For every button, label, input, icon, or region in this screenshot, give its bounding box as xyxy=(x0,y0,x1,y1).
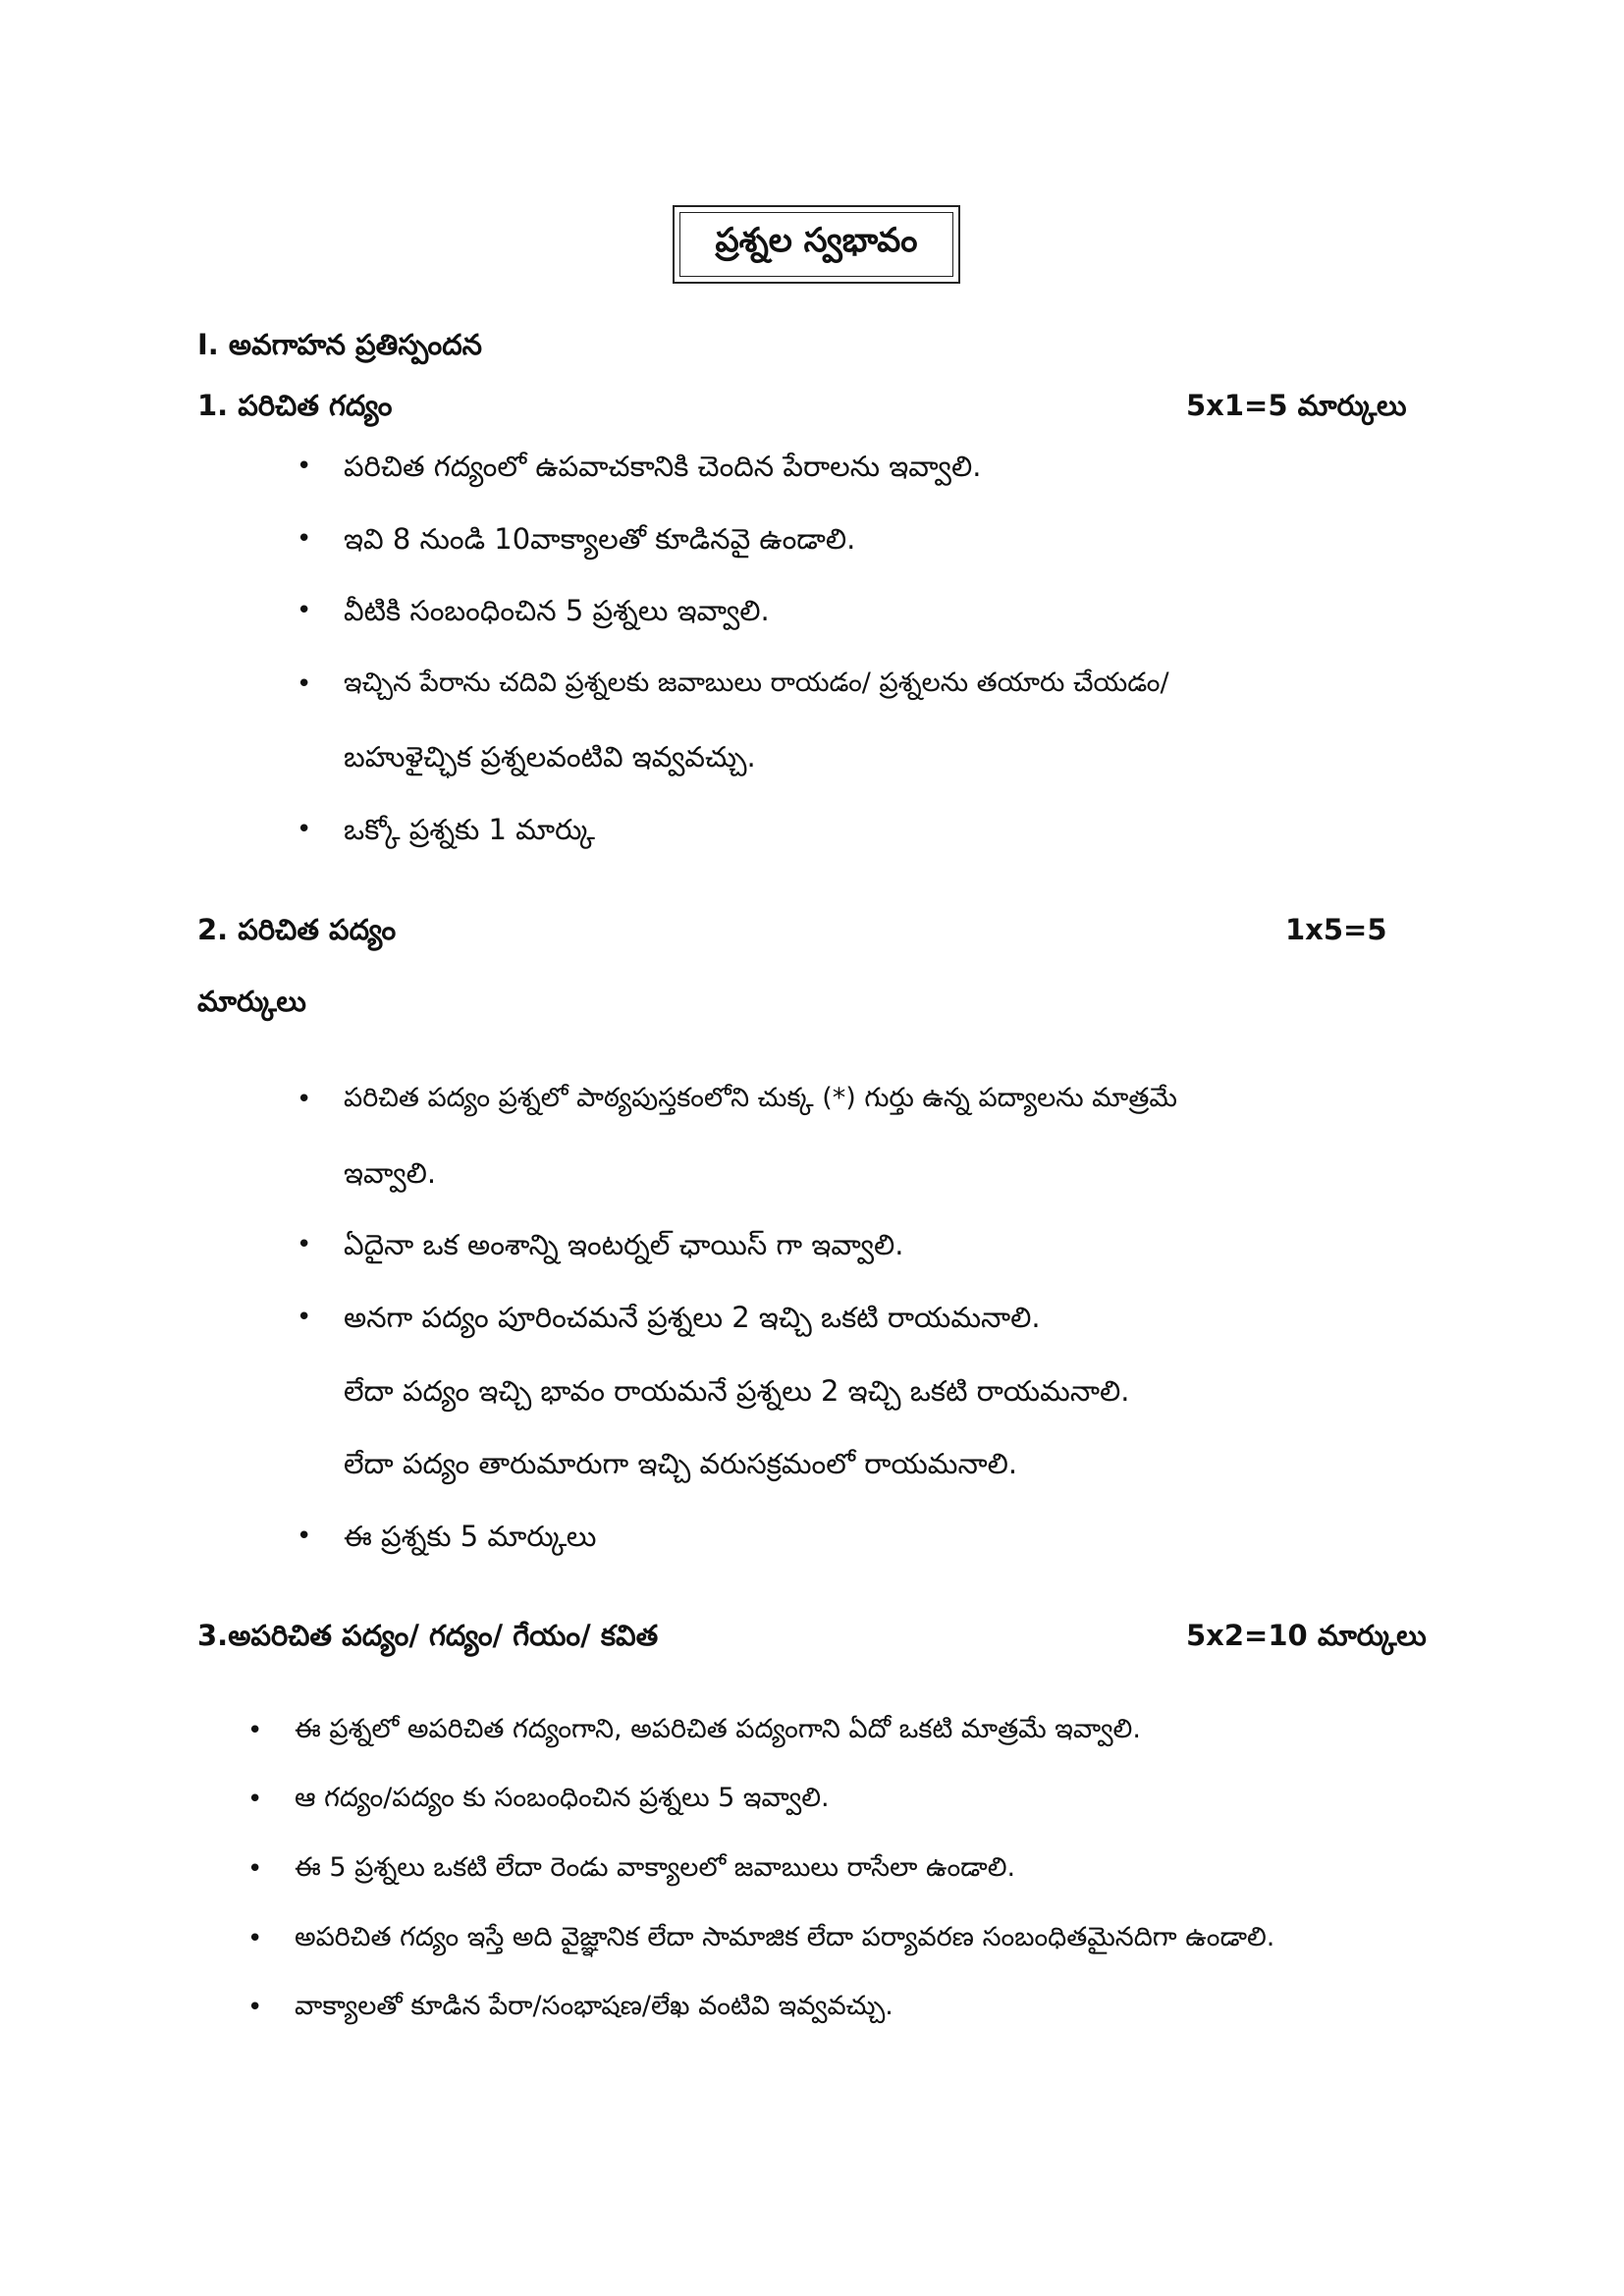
section1-item-4-cont: బహుళైచ్ఛిక ప్రశ్నలవంటివి ఇవ్వవచ్చు. xyxy=(344,740,756,774)
bullet-icon: • xyxy=(297,1303,312,1332)
page-title: ప్రశ్నల స్వభావం xyxy=(679,212,953,277)
bullet-icon: • xyxy=(297,1522,312,1551)
bullet-icon: • xyxy=(297,1230,312,1259)
section1-item-1: పరిచిత గద్యంలో ఉపవాచకానికి చెందిన పేరాలను ఇవ్వాలి. xyxy=(344,450,982,483)
bullet-icon: • xyxy=(247,1716,263,1745)
bullet-icon: • xyxy=(247,1854,263,1884)
section2-heading: 2. పరిచిత పద్యం xyxy=(197,913,397,946)
bullet-icon: • xyxy=(297,524,312,554)
section2-item-2: ఏదైనా ఒక అంశాన్ని ఇంటర్నల్ ఛాయిస్ గా ఇవ్వాలి. xyxy=(344,1228,904,1261)
bullet-icon: • xyxy=(247,1785,263,1814)
bullet-icon: • xyxy=(297,1085,312,1114)
section3-marks: 5x2=10 మార్కులు xyxy=(1186,1619,1427,1652)
section3-item-2: ఆ గద్యం/పద్యం కు సంబంధించిన ప్రశ్నలు 5 ఇవ్వాలి. xyxy=(295,1783,830,1813)
title-box xyxy=(673,205,960,284)
bullet-icon: • xyxy=(297,815,312,844)
section2-marks-word: మార్కులు xyxy=(197,985,306,1018)
bullet-icon: • xyxy=(297,452,312,481)
section-heading: I. అవగాహన ప్రతిస్పందన xyxy=(197,328,483,361)
section1-item-5: ఒక్కో ప్రశ్నకు 1 మార్కు xyxy=(344,813,595,846)
section3-item-3: ఈ 5 ప్రశ్నలు ఒకటి లేదా రెండు వాక్యాలలో జవాబులు రాసేలా ఉండాలి. xyxy=(295,1852,1016,1883)
section3-item-5: వాక్యాలతో కూడిన పేరా/సంభాషణ/లేఖ వంటివి ఇవ్వవచ్చు. xyxy=(295,1991,893,2021)
section1-item-4: ఇచ్చిన పేరాను చదివి ప్రశ్నలకు జవాబులు రాయడం/ ప్రశ్నలను తయారు చేయడం/ xyxy=(344,667,1169,698)
bullet-icon: • xyxy=(247,1993,263,2022)
section2-marks: 1x5=5 xyxy=(1285,913,1387,946)
section3-item-4: అపరిచిత గద్యం ఇస్తే అది వైజ్ఞానిక లేదా సామాజిక లేదా పర్యావరణ సంబంధితమైనదిగా ఉండాలి. xyxy=(295,1922,1275,1952)
bullet-icon: • xyxy=(247,1924,263,1953)
section1-heading: 1. పరిచిత గద్యం xyxy=(197,389,393,422)
bullet-icon: • xyxy=(297,596,312,625)
section2-item-3: అనగా పద్యం పూరించమనే ప్రశ్నలు 2 ఇచ్చి ఒకటి రాయమనాలి. xyxy=(344,1301,1041,1334)
section3-heading: 3.అపరిచిత పద్యం/ గద్యం/ గేయం/ కవిత xyxy=(197,1619,659,1652)
section2-item-4: ఈ ప్రశ్నకు 5 మార్కులు xyxy=(344,1520,597,1553)
section3-item-1: ఈ ప్రశ్నలో అపరిచిత గద్యంగాని, అపరిచిత పద్యంగాని ఏదో ఒకటి మాత్రమే ఇవ్వాలి. xyxy=(295,1714,1141,1744)
section2-item-1-cont: ఇవ్వాలి. xyxy=(344,1156,437,1190)
section2-item-1: పరిచిత పద్యం ప్రశ్నలో పాఠ్యపుస్తకంలోని చుక్క (*) గుర్తు ఉన్న పద్యాలను మాత్రమే xyxy=(344,1083,1177,1113)
section2-item-3-line3: లేదా పద్యం తారుమారుగా ఇచ్చి వరుసక్రమంలో రాయమనాలి. xyxy=(344,1447,1018,1480)
section1-marks: 5x1=5 మార్కులు xyxy=(1186,389,1407,422)
section1-item-2: ఇవి 8 నుండి 10వాక్యాలతో కూడినవై ఉండాలి. xyxy=(344,522,856,556)
section2-item-3-line2: లేదా పద్యం ఇచ్చి భావం రాయమనే ప్రశ్నలు 2 ఇచ్చి ఒకటి రాయమనాలి. xyxy=(344,1374,1130,1408)
bullet-icon: • xyxy=(297,669,312,699)
section1-item-3: వీటికి సంబంధించిన 5 ప్రశ్నలు ఇవ్వాలి. xyxy=(344,594,770,627)
